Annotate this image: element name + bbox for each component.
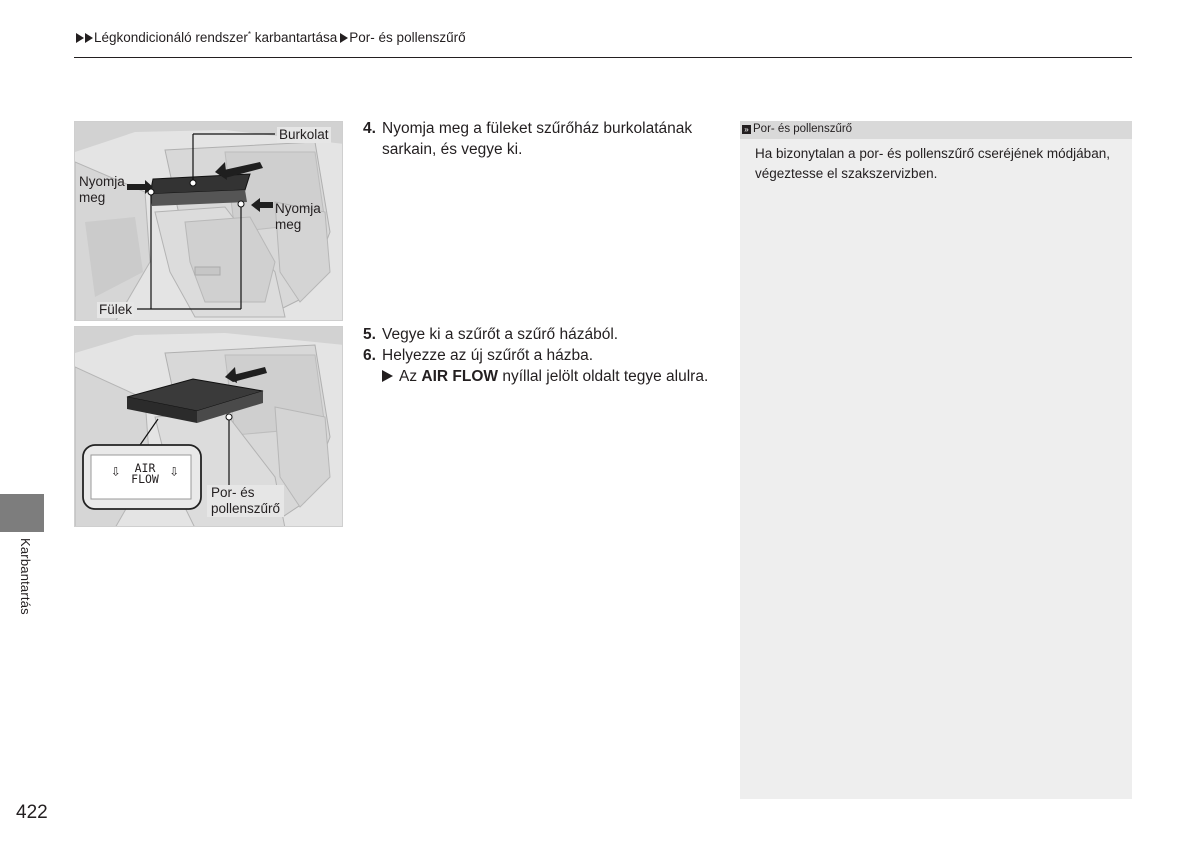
- callout-cover: Burkolat: [279, 127, 329, 142]
- callout-tabs: Fülek: [99, 302, 133, 317]
- breadcrumb-section-suffix: karbantartása: [250, 30, 338, 45]
- chapter-label: Karbantartás: [18, 538, 33, 615]
- breadcrumb-mark: *: [247, 30, 251, 39]
- breadcrumb-arrow-icon: [340, 33, 348, 43]
- note-panel: [740, 121, 1132, 799]
- arrow-down-icon: ⇩: [169, 461, 179, 480]
- page-number: 422: [16, 802, 48, 823]
- note-reference-icon: »: [742, 125, 751, 134]
- header-divider: [74, 57, 1132, 58]
- breadcrumb-arrow-icon: [85, 33, 93, 43]
- chapter-tab: [0, 494, 44, 532]
- breadcrumb: [76, 26, 466, 47]
- note-header: [740, 121, 1132, 139]
- callout-push-left: Nyomja meg: [79, 174, 125, 205]
- bullet-arrow-icon: [382, 370, 393, 382]
- callout-filter: Por- és pollenszűrő: [207, 485, 284, 517]
- illustration-remove-cover: [74, 121, 343, 321]
- breadcrumb-section: Légkondicionáló rendszer: [94, 30, 248, 45]
- arrow-down-icon: ⇩: [111, 461, 121, 480]
- callout-push-right: Nyomja meg: [275, 201, 321, 232]
- step-6: 6. Helyezze az új szűrőt a házba.: [363, 347, 594, 364]
- substep-airflow: Az AIR FLOW nyíllal jelölt oldalt tegye alulra.: [382, 366, 708, 387]
- step-4: 4. Nyomja meg a füleket szűrőház burkolatának sarkain, és vegye ki.: [363, 120, 693, 158]
- step-5: 5. Vegye ki a szűrőt a szűrő házából.: [363, 326, 619, 343]
- note-title: Por- és pollenszűrő: [753, 123, 853, 135]
- breadcrumb-arrow-icon: [76, 33, 84, 43]
- note-text: Ha bizonytalan a por- és pollenszűrő cseréjének módjában, végeztesse el szakszervizben.: [755, 146, 1110, 181]
- airflow-marking: ⇩ AIR ⇩ FLOW: [111, 461, 179, 486]
- breadcrumb-subsection: Por- és pollenszűrő: [349, 30, 466, 45]
- illustration-replace-filter: [74, 326, 343, 527]
